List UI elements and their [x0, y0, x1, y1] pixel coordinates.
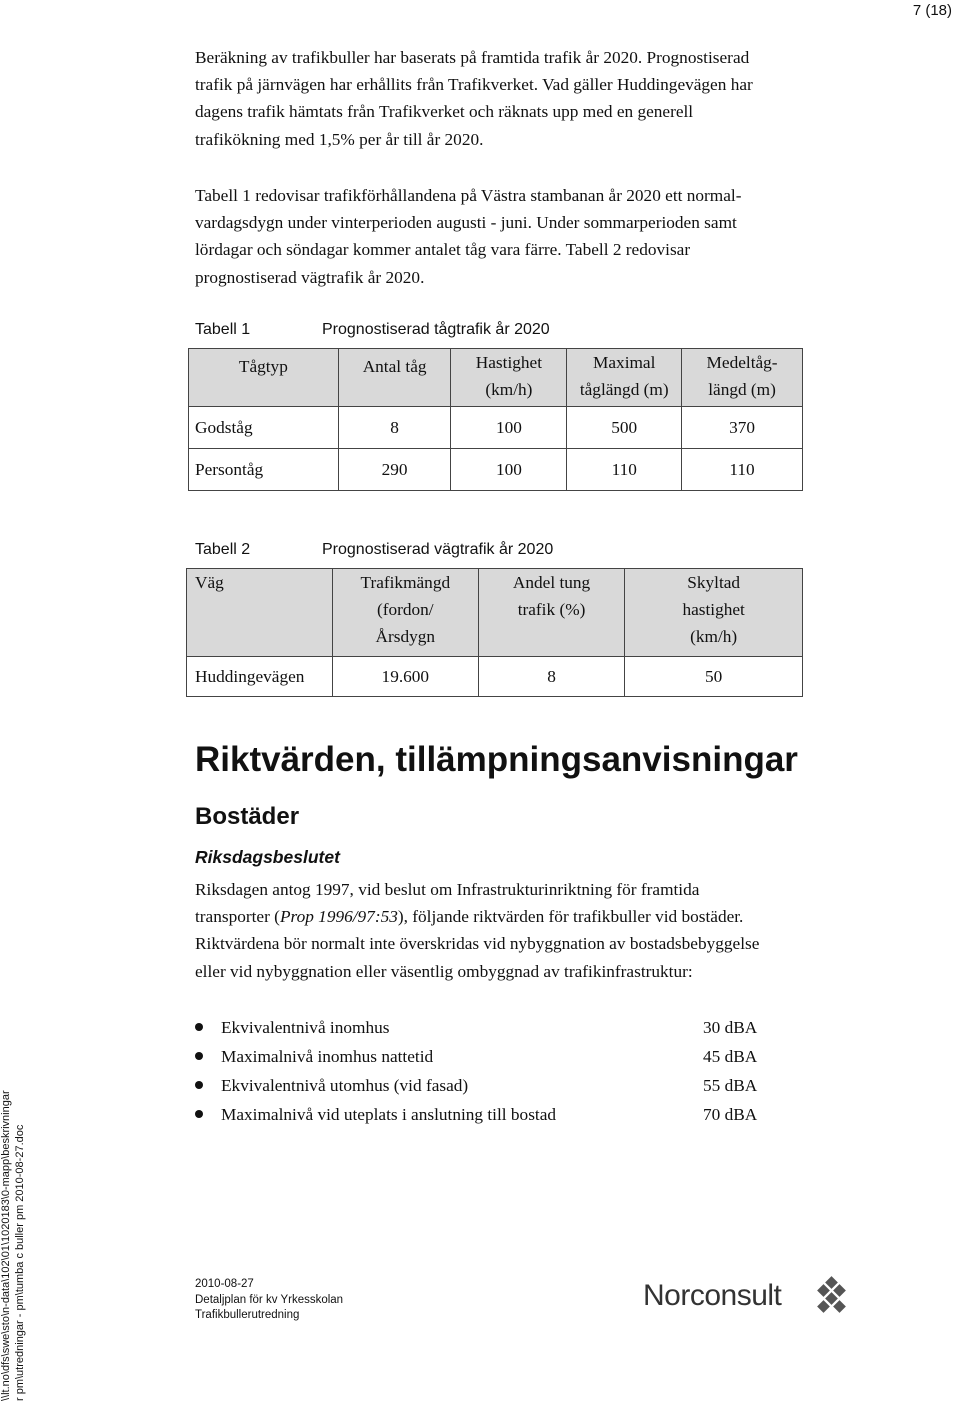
cell: Persontåg [189, 449, 339, 491]
cell: 8 [338, 407, 451, 449]
text-line: Beräkning av trafikbuller har baserats på framtida trafik år 2020. Prognostiserad [195, 48, 750, 67]
proposition-reference: Prop 1996/97:53 [279, 907, 398, 927]
footer-date: 2010-08-27 [195, 1278, 254, 1290]
table2-label: Tabell 2 [195, 541, 251, 558]
page-number: 7 (18) [912, 2, 952, 19]
cell: 290 [338, 449, 451, 491]
limit-value: 70 dBA [703, 1105, 758, 1124]
diamond-logo-icon [811, 1276, 851, 1316]
text-line: vardagsdygn under vinterperioden augusti - juni. Under sommarperioden samt [195, 213, 737, 233]
train-traffic-table [188, 348, 803, 491]
intro-paragraph [195, 44, 855, 153]
footer-project: Detaljplan för kv Yrkesskolan [195, 1293, 344, 1306]
limit-value: 30 dBA [703, 1018, 758, 1037]
cell: Huddingevägen [187, 657, 333, 697]
cell: 370 [682, 407, 803, 449]
table2-title: Prognostiserad vägtrafik år 2020 [322, 541, 554, 558]
table-row [189, 449, 803, 491]
list-item [195, 1071, 795, 1100]
table-header-row [189, 349, 803, 407]
cell: 110 [682, 449, 803, 491]
body-paragraph [195, 876, 855, 985]
norconsult-logo [643, 1276, 853, 1322]
list-item [195, 1100, 795, 1129]
limit-list [195, 1013, 795, 1129]
cell: 100 [451, 449, 567, 491]
section-heading: Riktvärden, tillämpningsanvisningar [195, 740, 798, 779]
table1-label: Tabell 1 [195, 321, 251, 338]
cell: 500 [567, 407, 682, 449]
footer-document: Trafikbullerutredning [195, 1309, 300, 1321]
file-path-line: \\lt.no\dfs\swe\sto\n-data\102\01\1020183\0-mapp\beskrivningar [0, 1090, 12, 1401]
limit-value: 45 dBA [703, 1047, 758, 1066]
cell: 19.600 [332, 657, 478, 697]
table-row [187, 657, 803, 697]
text-line: trafikökning med 1,5% per år till år 2020. [195, 129, 484, 149]
table1-caption [195, 321, 550, 339]
limit-value: 55 dBA [703, 1076, 758, 1095]
bullet-icon [195, 1081, 203, 1089]
cell: 8 [478, 657, 625, 697]
cell: 110 [567, 449, 682, 491]
logo-text: Norconsult [643, 1279, 782, 1312]
col-header: Andel tung trafik (%) [478, 569, 625, 657]
file-path-line: r pm\utredningar - pm\tumba c buller pm 2010-08-27.doc [13, 1124, 26, 1401]
cell: 100 [451, 407, 567, 449]
road-traffic-table [186, 568, 803, 697]
table2-caption [195, 541, 554, 559]
table1-title: Prognostiserad tågtrafik år 2020 [322, 321, 550, 338]
bullet-icon [195, 1110, 203, 1118]
cell: 50 [625, 657, 803, 697]
col-header: Väg [187, 569, 333, 657]
bullet-icon [195, 1052, 203, 1060]
table-intro-paragraph [195, 182, 855, 291]
limit-label: Maximalnivå inomhus nattetid [221, 1047, 434, 1066]
text-line: prognostiserad vägtrafik år 2020. [195, 267, 425, 287]
limit-label: Ekvivalentnivå inomhus [221, 1018, 390, 1037]
col-header: Tågtyp [189, 349, 339, 407]
text-line: transporter (Prop 1996/97:53), följande riktvärden för trafikbuller vid bostäder. [195, 907, 744, 927]
col-header: Skyltad hastighet (km/h) [625, 569, 803, 657]
subsubsection-heading: Riksdagsbeslutet [195, 847, 340, 867]
text-line: Riksdagen antog 1997, vid beslut om Infrastrukturinriktning för framtida [195, 880, 700, 899]
text-line: Tabell 1 redovisar trafikförhållandena på Västra stambanan år 2020 ett normal- [195, 186, 742, 205]
text-line: dagens trafik hämtats från Trafikverket och räknats upp med en generell [195, 102, 694, 122]
col-header: Antal tåg [338, 349, 451, 407]
col-header: Medeltåg- längd (m) [682, 349, 803, 407]
limit-label: Ekvivalentnivå utomhus (vid fasad) [221, 1076, 469, 1095]
col-header: Hastighet (km/h) [451, 349, 567, 407]
text-line: lördagar och söndagar kommer antalet tåg vara färre. Tabell 2 redovisar [195, 240, 691, 260]
text-line: eller vid nybyggnation eller väsentlig ombyggnad av trafikinfrastruktur: [195, 961, 693, 981]
list-item [195, 1013, 795, 1042]
cell: Godståg [189, 407, 339, 449]
text-line: trafik på järnvägen har erhållits från Trafikverket. Vad gäller Huddingevägen har [195, 75, 753, 95]
col-header: Trafikmängd (fordon/ Årsdygn [332, 569, 478, 657]
footer [195, 1277, 343, 1324]
bullet-icon [195, 1023, 203, 1031]
text-line: Riktvärdena bör normalt inte överskridas vid nybyggnation av bostadsbebyggelse [195, 934, 760, 954]
table-row [189, 407, 803, 449]
list-item [195, 1042, 795, 1071]
col-header: Maximal tåglängd (m) [567, 349, 682, 407]
limit-label: Maximalnivå vid uteplats i anslutning till bostad [221, 1105, 557, 1124]
file-path-margin [0, 1090, 27, 1401]
subsection-heading: Bostäder [195, 803, 300, 830]
table-header-row [187, 569, 803, 657]
